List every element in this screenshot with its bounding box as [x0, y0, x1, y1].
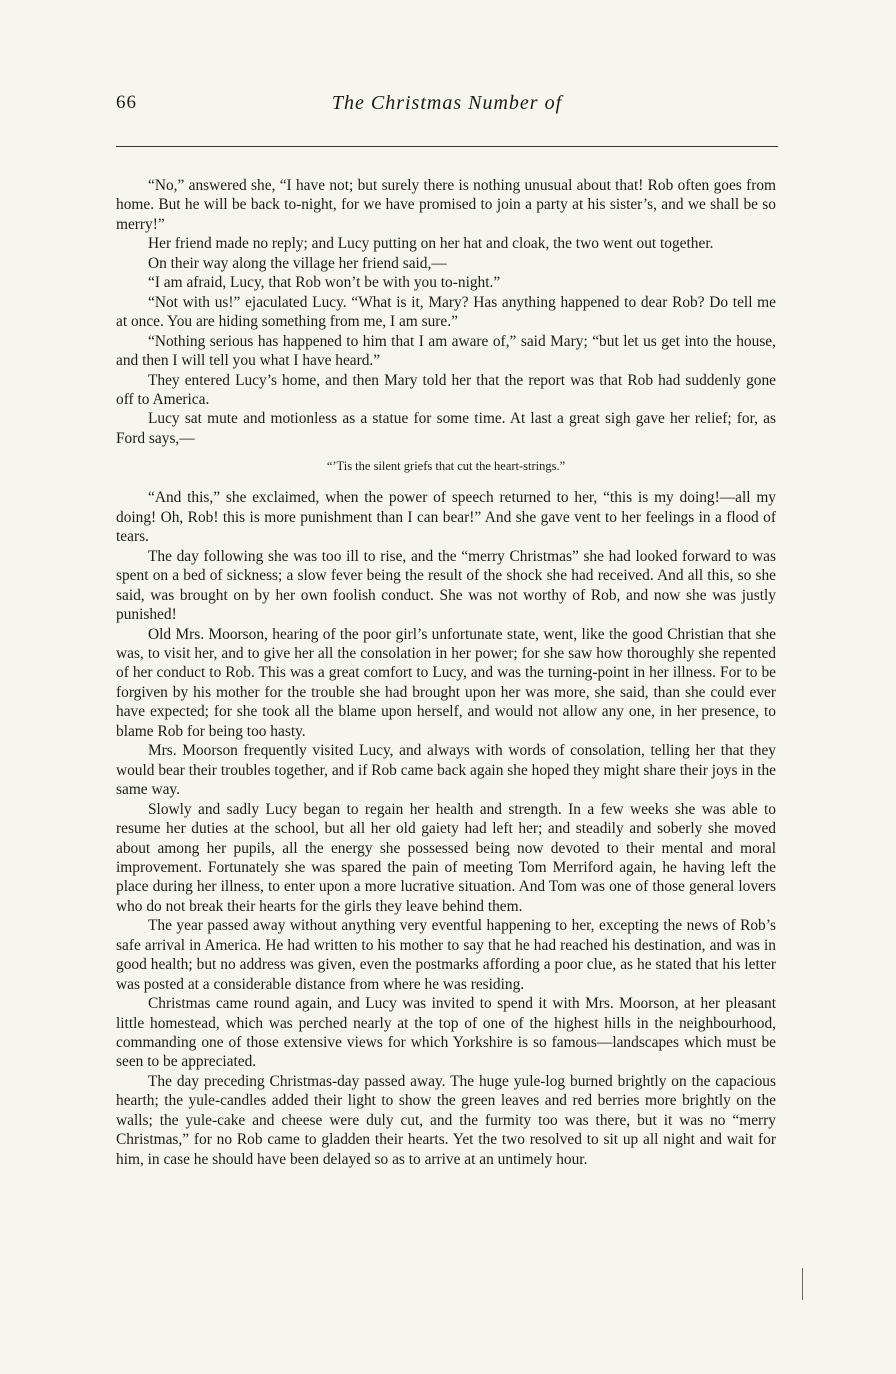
- paragraph: Christmas came round again, and Lucy was invited to spend it with Mrs. Moorson, at her pleasant little homestead, which was perched nearly at the top of one of the highest hills in the neighbourhood, commanding one of those extensive views for which Yorkshire is so famous—landscapes which must be seen to be appreciated.: [116, 995, 776, 1071]
- page-number: 66: [116, 92, 137, 113]
- paragraph: The day following she was too ill to rise, and the “merry Christmas” she had looked forward to was spent on a bed of sickness; a slow fever being the result of the shock she had received. And all this, so she said, was brought on by her own foolish conduct. She was not worthy of Rob, and now she was justly punished!: [116, 547, 776, 624]
- paragraph: “No,” answered she, “I have not; but surely there is nothing unusual about that! Rob often goes from home. But he will be back to-night, for we have promised to join a party at his sister’s, and we shall be so merry!”: [116, 177, 776, 233]
- running-head: [116, 92, 778, 122]
- paragraph: Slowly and sadly Lucy began to regain her health and strength. In a few weeks she was able to resume her duties at the school, but all her old gaiety had left her; and steadily and soberly she moved about among her pupils, all the energy she possessed being now devoted to their mental and moral improvement. Fortunately she was spared the pain of meeting Tom Merriford again, he having left the place during her illness, to enter upon a more lucrative situation. And Tom was one of those general lovers who do not break their hearts for the girls they leave behind them.: [116, 800, 776, 915]
- running-title: The Christmas Number of: [331, 92, 563, 114]
- paragraph: The year passed away without anything very eventful happening to her, excepting the news of Rob’s safe arrival in America. He had written to his mother to say that he had reached his destination, and was in good health; but no address was given, even the postmarks affording a poor clue, as he stated that his letter was posted at a considerable distance from where he was residing.: [116, 917, 776, 993]
- paragraph: Her friend made no reply; and Lucy putting on her hat and cloak, the two went out together.: [148, 235, 714, 253]
- paragraph: “And this,” she exclaimed, when the power of speech returned to her, “this is my doing!—all my doing! Oh, Rob! this is more punishment than I can bear!” And she gave vent to her feelings in a flood of tears.: [116, 489, 776, 546]
- paragraph: “Nothing serious has happened to him that I am aware of,” said Mary; “but let us get into the house, and then I will tell you what I have heard.”: [116, 332, 776, 370]
- paragraph: Old Mrs. Moorson, hearing of the poor girl’s unfortunate state, went, like the good Christian that she was, to visit her, and to give her all the consolation in her power; for she saw how thoroughly she repented of her conduct to Rob. This was a great comfort to Lucy, and was the turning-point in her illness. For to be forgiven by his mother for the trouble she had brought upon her was more, she said, than she could ever have expected; for she took all the blame upon herself, and would not allow any one, in her presence, to blame Rob for being too hasty.: [116, 625, 776, 740]
- paragraph: On their way along the village her friend said,—: [148, 254, 447, 272]
- body-text: [116, 176, 776, 1169]
- header-rule: [116, 146, 778, 147]
- paragraph: Lucy sat mute and motionless as a statue for some time. At last a great sigh gave her relief; for, as Ford says,—: [116, 410, 776, 447]
- margin-mark: [802, 1268, 803, 1300]
- paragraph: The day preceding Christmas-day passed away. The huge yule-log burned brightly on the capacious hearth; the yule-candles added their light to show the green leaves and red berries more brightly on the walls; the yule-cake and cheese were duly cut, and the furmity too was there, but it was no “merry Christmas,” for no Rob came to gladden their hearts. Yet the two resolved to sit up all night and wait for him, in case he should have been delayed so as to arrive at an untimely hour.: [116, 1072, 776, 1168]
- paragraph: “Not with us!” ejaculated Lucy. “What is it, Mary? Has anything happened to dear Rob? Do tell me at once. You are hiding something from me, I am sure.”: [116, 293, 776, 331]
- paragraph: They entered Lucy’s home, and then Mary told her that the report was that Rob had suddenly gone off to America.: [116, 371, 776, 408]
- paragraph: Mrs. Moorson frequently visited Lucy, and always with words of consolation, telling her that they would bear their troubles together, and if Rob came back again she hoped they might share their joys in the same way.: [116, 742, 776, 799]
- block-quote: “’Tis the silent griefs that cut the heart-strings.”: [326, 459, 566, 474]
- paragraph: “I am afraid, Lucy, that Rob won’t be with you to-night.”: [148, 274, 501, 292]
